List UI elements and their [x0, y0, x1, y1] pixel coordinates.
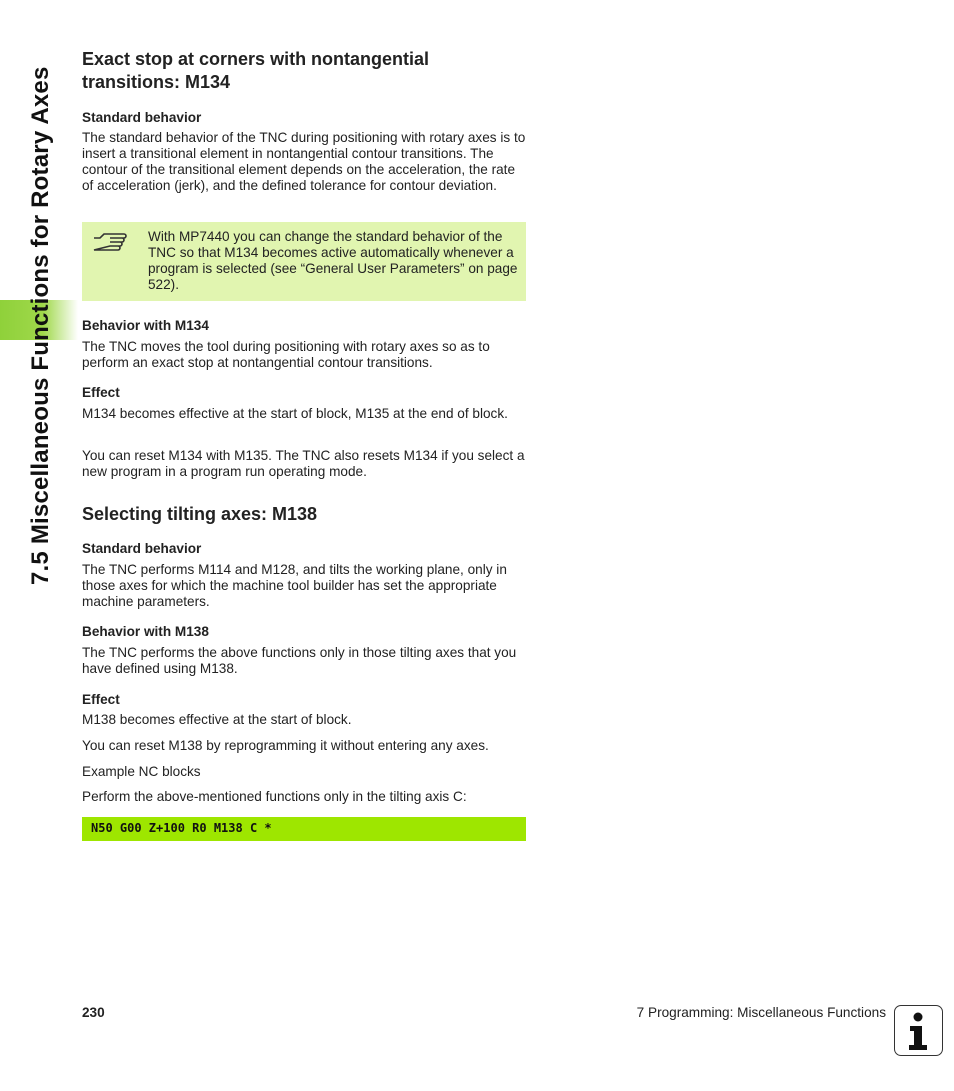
subheading: Effect: [82, 385, 120, 400]
paragraph: You can reset M134 with M135. The TNC also resets M134 if you select a new program in a program run operating mode.: [82, 448, 525, 479]
paragraph: You can reset M138 by reprogramming it without entering any axes.: [82, 738, 489, 753]
pointing-hand-icon: [92, 232, 128, 258]
page-number: 230: [82, 1005, 105, 1020]
code-line: N50 G00 Z+100 R0 M138 C *: [91, 821, 272, 835]
nc-code-block: [82, 817, 526, 841]
section-title-m134: Exact stop at corners with nontangential transitions: M134: [82, 49, 430, 92]
paragraph: The TNC moves the tool during positioning with rotary axes so as to perform an exact stop at nontangential contour transitions.: [82, 339, 490, 370]
paragraph: Perform the above-mentioned functions only in the tilting axis C:: [82, 789, 467, 804]
footer-chapter: 7 Programming: Miscellaneous Functions: [636, 1005, 886, 1020]
subheading: Behavior with M138: [82, 624, 209, 639]
paragraph: M134 becomes effective at the start of block, M135 at the end of block.: [82, 406, 508, 421]
note-box: [82, 222, 526, 301]
paragraph: The standard behavior of the TNC during positioning with rotary axes is to insert a transitional element in nontangential contour transitions. The contour of the transitional element depends on the acceleration, the rate of acceleration (jerk), and the defined tolerance for contour deviation.: [82, 130, 526, 193]
paragraph: Example NC blocks: [82, 764, 201, 779]
paragraph: The TNC performs the above functions only in those tilting axes that you have defined using M138.: [82, 645, 517, 676]
subheading: Behavior with M134: [82, 318, 209, 333]
chapter-sidebar-title: 7.5 Miscellaneous Functions for Rotary Axes: [27, 66, 54, 585]
paragraph: M138 becomes effective at the start of block.: [82, 712, 352, 727]
info-icon: [894, 1005, 943, 1056]
note-text: With MP7440 you can change the standard behavior of the TNC so that M134 becomes active automatically whenever a program is selected (see “General User Parameters” on page 522).: [148, 229, 518, 292]
subheading: Standard behavior: [82, 110, 202, 125]
section-title-m138: Selecting tilting axes: M138: [82, 504, 318, 524]
subheading: Effect: [82, 692, 120, 707]
paragraph: The TNC performs M114 and M128, and tilts the working plane, only in those axes for which the machine tool builder has set the appropriate machine parameters.: [82, 562, 507, 609]
subheading: Standard behavior: [82, 541, 202, 556]
